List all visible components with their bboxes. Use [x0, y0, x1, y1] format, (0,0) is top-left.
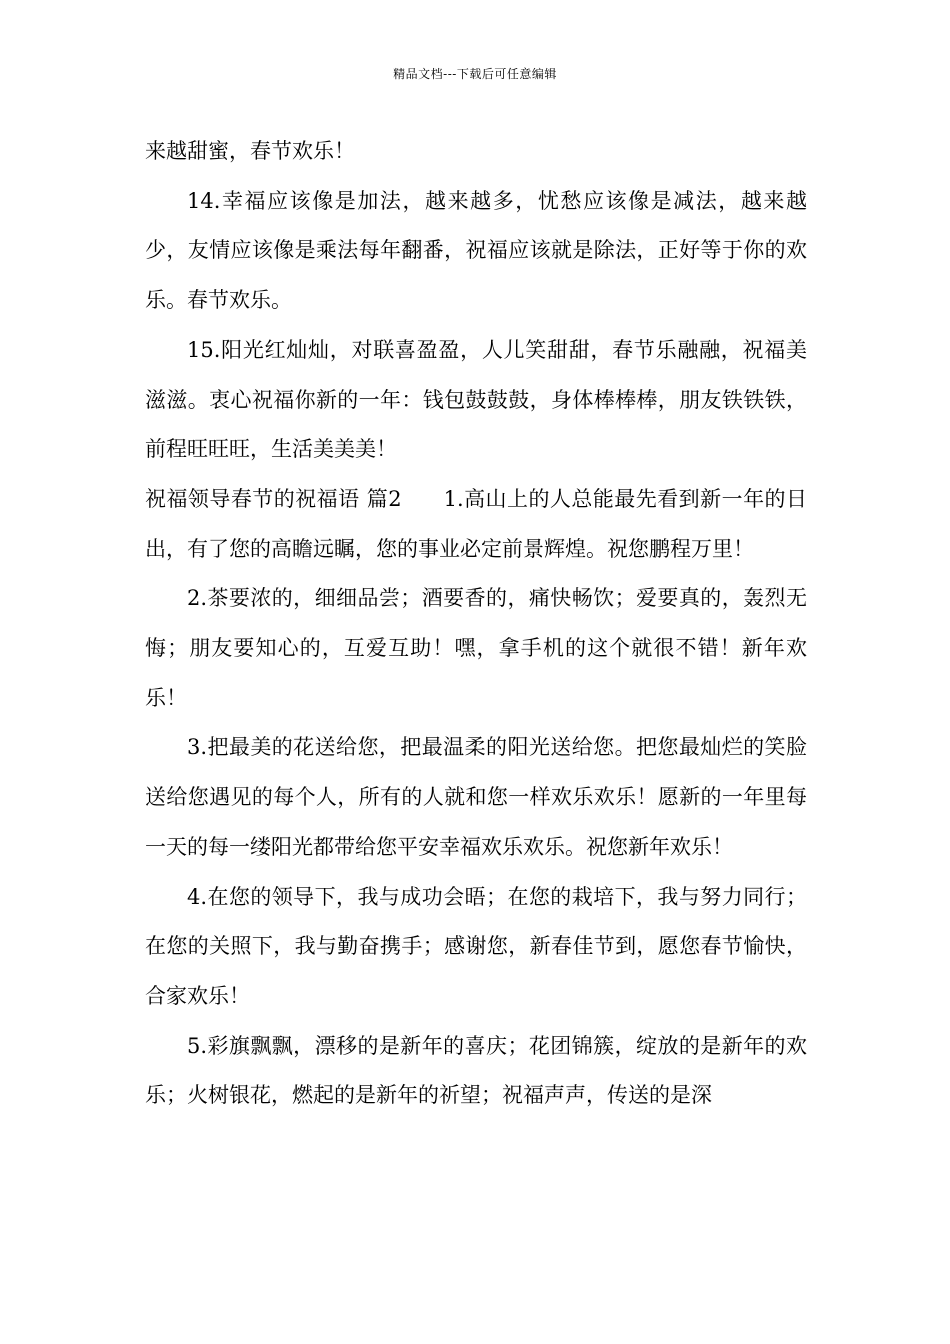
paragraph-item-4: 4.在您的领导下，我与成功会晤；在您的栽培下，我与努力同行；在您的关照下，我与勤奋携手；感谢您，新春佳节到，愿您春节愉快，合家欢乐！	[145, 884, 807, 1008]
section-paragraph	[145, 475, 807, 574]
document-body	[145, 127, 807, 1121]
paragraph-item-14: 14.幸福应该像是加法，越来越多，忧愁应该像是减法，越来越少，友情应该像是乘法每年翻番，祝福应该就是除法，正好等于你的欢乐。春节欢乐。	[145, 188, 807, 313]
paragraph-item-3: 3.把最美的花送给您，把最温柔的阳光送给您。把您最灿烂的笑脸送给您遇见的每个人，所有的人就和您一样欢乐欢乐！愿新的一年里每一天的每一缕阳光都带给您平安幸福欢乐欢乐。祝您新年欢乐！	[145, 735, 807, 859]
paragraph-item-2: 2.茶要浓的，细细品尝；酒要香的，痛快畅饮；爱要真的，轰烈无悔；朋友要知心的，互爱互助！嘿，拿手机的这个就很不错！新年欢乐！	[145, 586, 807, 710]
paragraph-item-5: 5.彩旗飘飘，漂移的是新年的喜庆；花团锦簇，绽放的是新年的欢乐；火树银花，燃起的是新年的祈望；祝福声声，传送的是深	[145, 1033, 807, 1108]
paragraph-item-1: 1.高山上的人总能最先看到新一年的日出，有了您的高瞻远瞩，您的事业必定前景辉煌。祝您鹏程万里！	[145, 486, 807, 561]
paragraph-item-15: 15.阳光红灿灿，对联喜盈盈，人儿笑甜甜，春节乐融融，祝福美滋滋。衷心祝福你新的一年：钱包鼓鼓鼓，身体棒棒棒，朋友铁铁铁，前程旺旺旺，生活美美美！	[145, 337, 807, 462]
paragraph-continuation: 来越甜蜜，春节欢乐！	[145, 139, 355, 163]
section-heading: 祝福领导春节的祝福语 篇2	[145, 486, 402, 511]
page-header: 精品文档---下载后可任意编辑	[393, 67, 557, 81]
